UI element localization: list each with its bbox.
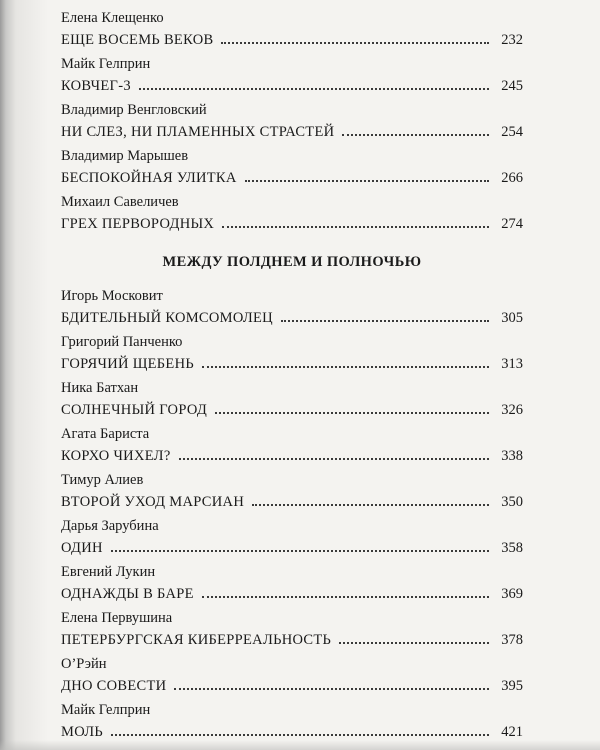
entry-title-line xyxy=(61,309,523,327)
dot-leader xyxy=(245,180,489,182)
entry-title: ГРЕХ ПЕРВОРОДНЫХ xyxy=(61,216,215,232)
entry-author: Дарья Зарубина xyxy=(61,518,159,534)
entry-title: ОДНАЖДЫ В БАРЕ xyxy=(61,586,194,602)
entry-page-number: 421 xyxy=(501,724,523,740)
entry-title: ГОРЯЧИЙ ЩЕБЕНЬ xyxy=(61,356,194,372)
dot-leader xyxy=(281,320,489,322)
entry-author: Ника Батхан xyxy=(61,380,139,396)
dot-leader xyxy=(202,366,489,368)
entry-title: МОЛЬ xyxy=(61,724,104,740)
entry-title: ЕЩЕ ВОСЕМЬ ВЕКОВ xyxy=(61,32,214,48)
entry-page-number: 254 xyxy=(501,124,523,140)
entry-title: КОВЧЕГ-3 xyxy=(61,78,131,94)
toc-entry xyxy=(61,606,523,652)
entry-page-number: 245 xyxy=(501,78,523,94)
entry-title-line xyxy=(61,77,523,95)
entry-page-number: 338 xyxy=(501,448,523,464)
entry-author: Елена Клещенко xyxy=(61,10,164,26)
entry-title-line xyxy=(61,723,523,741)
page-binding-shadow xyxy=(0,0,48,750)
toc-entry xyxy=(61,284,523,330)
entry-page-number: 395 xyxy=(501,678,523,694)
dot-leader xyxy=(139,88,489,90)
entry-title-line xyxy=(61,31,523,49)
entry-page-number: 378 xyxy=(501,632,523,648)
entry-title-line xyxy=(61,493,523,511)
toc-entry xyxy=(61,560,523,606)
entry-title: ОДИН xyxy=(61,540,103,556)
entry-author: Игорь Московит xyxy=(61,288,163,304)
entry-title: НИ СЛЕЗ, НИ ПЛАМЕННЫХ СТРАСТЕЙ xyxy=(61,124,335,140)
dot-leader xyxy=(174,688,489,690)
entry-author: Майк Гелприн xyxy=(61,56,151,72)
toc-entry xyxy=(61,190,523,236)
entry-author: Михаил Савеличев xyxy=(61,194,179,210)
toc-entry xyxy=(61,468,523,514)
entry-title-line xyxy=(61,123,523,141)
entry-page-number: 305 xyxy=(501,310,523,326)
entry-title-line xyxy=(61,447,523,465)
entry-page-number: 369 xyxy=(501,586,523,602)
entry-title-line xyxy=(61,539,523,557)
entry-page-number: 232 xyxy=(501,32,523,48)
toc-entry xyxy=(61,98,523,144)
entry-author: О’Рэйн xyxy=(61,656,107,672)
entry-page-number: 326 xyxy=(501,402,523,418)
dot-leader xyxy=(221,42,489,44)
toc-entry xyxy=(61,6,523,52)
entry-title: ДНО СОВЕСТИ xyxy=(61,678,167,694)
entry-title: КОРХО ЧИХЕЛ? xyxy=(61,448,171,464)
dot-leader xyxy=(111,734,489,736)
toc-entry xyxy=(61,698,523,744)
entry-title: БЕСПОКОЙНАЯ УЛИТКА xyxy=(61,170,237,186)
entry-title-line xyxy=(61,355,523,373)
entry-author: Майк Гелприн xyxy=(61,702,151,718)
dot-leader xyxy=(222,226,489,228)
entry-author: Владимир Марышев xyxy=(61,148,189,164)
dot-leader xyxy=(111,550,489,552)
toc-entry xyxy=(61,514,523,560)
dot-leader xyxy=(342,134,489,136)
entry-author: Агата Бариста xyxy=(61,426,150,442)
entry-page-number: 266 xyxy=(501,170,523,186)
toc-entry xyxy=(61,144,523,190)
entry-author: Елена Первушина xyxy=(61,610,173,626)
entry-author: Владимир Венгловский xyxy=(61,102,207,118)
entry-page-number: 274 xyxy=(501,216,523,232)
entry-page-number: 358 xyxy=(501,540,523,556)
entry-title-line xyxy=(61,401,523,419)
section-heading: МЕЖДУ ПОЛДНЕМ И ПОЛНОЧЬЮ xyxy=(162,253,422,270)
dot-leader xyxy=(202,596,489,598)
entry-title: БДИТЕЛЬНЫЙ КОМСОМОЛЕЦ xyxy=(61,310,273,326)
entry-author: Тимур Алиев xyxy=(61,472,144,488)
toc-entry xyxy=(61,652,523,698)
dot-leader xyxy=(179,458,489,460)
entry-title: СОЛНЕЧНЫЙ ГОРОД xyxy=(61,402,208,418)
entry-page-number: 350 xyxy=(501,494,523,510)
entry-author: Григорий Панченко xyxy=(61,334,183,350)
entry-page-number: 313 xyxy=(501,356,523,372)
entry-title-line xyxy=(61,215,523,233)
entry-title-line xyxy=(61,631,523,649)
entry-title-line xyxy=(61,677,523,695)
entry-title: ВТОРОЙ УХОД МАРСИАН xyxy=(61,494,245,510)
dot-leader xyxy=(339,642,489,644)
entry-author: Евгений Лукин xyxy=(61,564,156,580)
toc-entry xyxy=(61,52,523,98)
dot-leader xyxy=(215,412,489,414)
entry-title-line xyxy=(61,169,523,187)
entry-title: ПЕТЕРБУРГСКАЯ КИБЕРРЕАЛЬНОСТЬ xyxy=(61,632,332,648)
entry-title-line xyxy=(61,585,523,603)
table-of-contents xyxy=(61,0,523,744)
toc-entry xyxy=(61,376,523,422)
dot-leader xyxy=(252,504,489,506)
toc-entry xyxy=(61,330,523,376)
toc-entry xyxy=(61,422,523,468)
